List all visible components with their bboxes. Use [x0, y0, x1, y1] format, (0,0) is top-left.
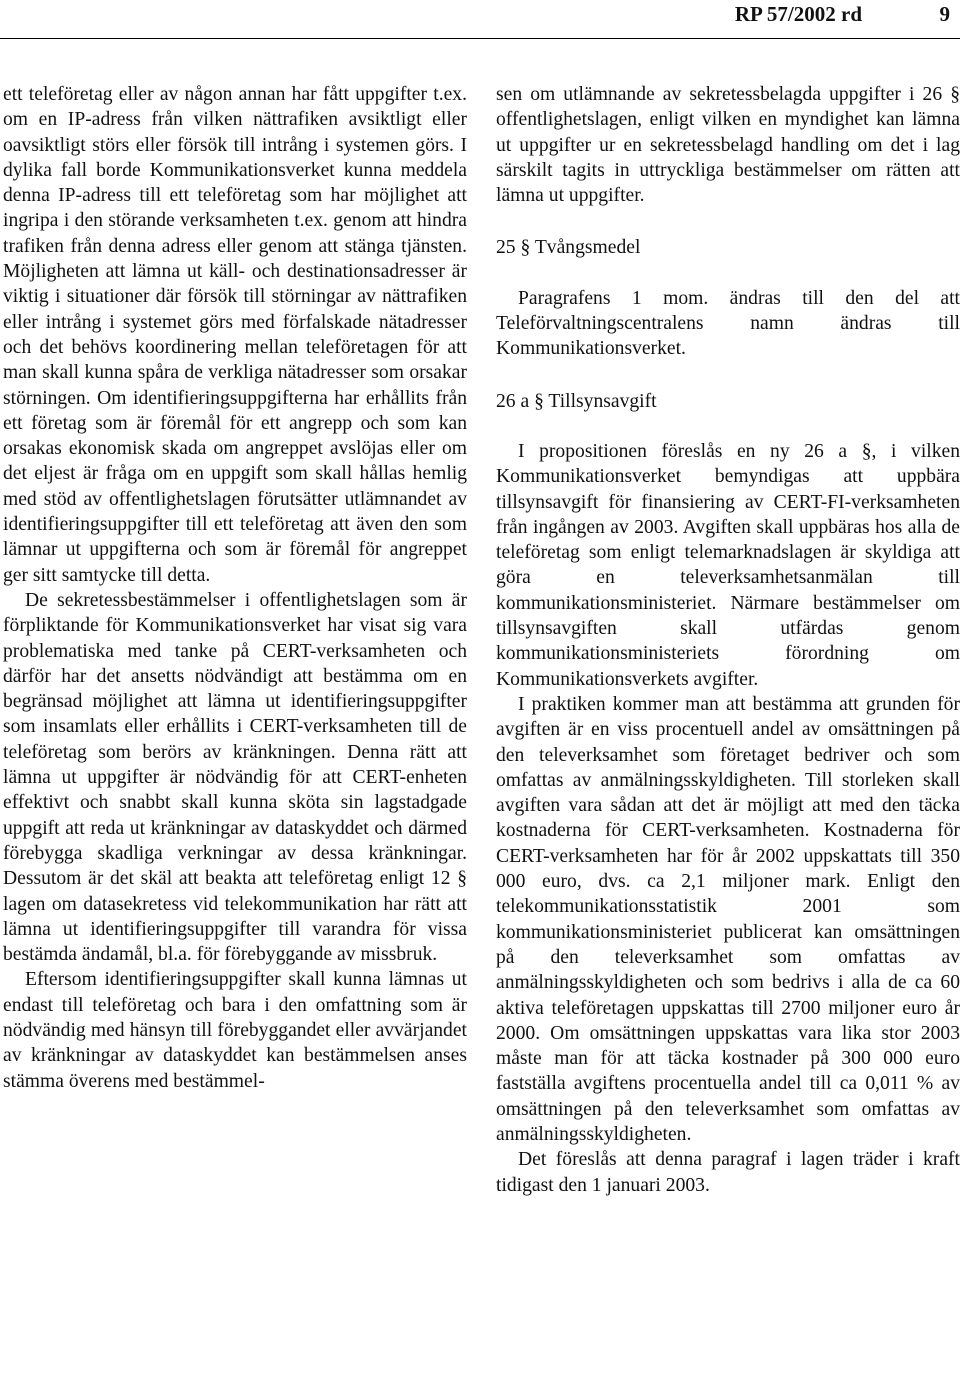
document-id: RP 57/2002 rd: [734, 2, 862, 26]
paragraph: I propositionen föreslås en ny 26 a §, i vilken Kommunikationsverket bemyndigas att uppbära tillsynsavgift för finansiering av CERT-FI-verksamheten från ingången av 2003. Avgiften skall uppbäras hos alla de teleföretag som enligt telemarknadslagen är skyldiga att göra en televerksamhetsanmälan till kommunikationsministeriet. Närmare bestämmelser om tillsynsavgiften skall utfärdas genom kommunikationsministeriets förordning om Kommunikationsverkets avgifter.: [496, 440, 960, 690]
paragraph: Det föreslås att denna paragraf i lagen träder i kraft tidigast den 1 januari 2003.: [496, 1149, 960, 1196]
section-heading-26a: 26 a § Tillsynsavgift: [496, 390, 657, 412]
paragraph: De sekretessbestämmelser i offentlighetslagen som är förpliktande för Kommunikationsverket har visat sig vara problematiska med tanke på CERT-verksamheten och därför har det ansetts nödvändigt att bestämma om en begränsad möjlighet att lämna ut identifieringsuppgifter som insamlats eller erhållits i CERT-verksamheten till de teleföretag som berörs av kränkningen. Denna rätt att lämna ut uppgifter är nödvändig för att CERT-enheten effektivt och snabbt skall kunna sköta sin lagstadgade uppgift att reda ut kränkningar av dataskyddet och därmed förebygga skadliga verkningar av dessa kränkningar. Dessutom är det skäl att beakta att teleföretag enligt 12 § lagen om datasekretess vid telekommunikation har rätt att lämna ut identifieringsuppgifter till varandra för vissa bestämda ändamål, bl.a. för förebyggande av missbruk.: [3, 589, 467, 966]
left-column: [3, 82, 467, 1094]
paragraph: I praktiken kommer man att bestämma att grunden för avgiften är en viss procentuell andel av omsättningen på den televerksamhet som företaget bedriver och som omfattas av anmälningsskyldigheten. Till storleken skall avgiften vara sådan att det är möjligt att med den täcka kostnaderna för CERT-verksamheten. Kostnaderna för CERT-verksamheten har för år 2002 uppskattats till 350 000 euro, dvs. ca 2,1 miljoner mark. Enligt den telekommunikationsstatistik 2001 som kommunikationsministeriet publicerat kan omsättningen på den televerksamhet som omfattas av anmälningsskyldigheten och som bedrivs i alla de ca 60 aktiva teleföretagen uppskattas till 2700 miljoner euro år 2000. Om omsättningen uppskattas vara lika stor 2003 måste man för att täcka kostnader på 300 000 euro fastställa avgiftens procentuella andel till ca 0,011 % av omsättningen på den televerksamhet som omfattas av anmälningsskyldigheten.: [496, 693, 960, 1145]
paragraph: Eftersom identifieringsuppgifter skall kunna lämnas ut endast till teleföretag och bara i den omfattning som är nödvändig med hänsyn till förebyggandet eller avvärjandet av kränkningar av dataskyddet kan bestämmelsen anses stämma överens med bestämmel-: [3, 969, 467, 1092]
paragraph: ett teleföretag eller av någon annan har fått uppgifter t.ex. om en IP-adress från vilken nättrafiken avsiktligt eller oavsiktligt störs eller försök till intrång i systemen görs. I dylika fall borde Kommunikationsverket kunna meddela denna IP-adress till ett teleföretag som har möjlighet att ingripa i den störande verksamheten t.ex. genom att hindra trafiken från denna adress eller genom att stänga tjänsten. Möjligheten att lämna ut käll- och destinationsadresser är viktig i situationer där försök till störningar av nättrafiken eller intrång i systemet görs med förfalskade nätadresser och det behövs koordinering mellan teleföretagen för att man skall kunna spåra de verkliga nätadresser som orsakar störningen. Om identifieringsuppgifterna har erhållits från ett företag som är föremål för ett angrepp och som kan orsakas ekonomisk skada om angreppet avslöjas eller om det eljest är fråga om en uppgift som skall hållas hemlig med stöd av offentlighetslagen förutsätter utlämnandet av identifieringsuppgifter till ett teleföretag att även den som lämnar ut uppgifterna och som är föremål för angreppet ger sitt samtycke till detta.: [3, 84, 467, 586]
right-column: [496, 82, 960, 1198]
section-heading-25: 25 § Tvångsmedel: [496, 237, 641, 259]
header-rule: [0, 38, 960, 39]
paragraph: Paragrafens 1 mom. ändras till den del att Teleförvaltningscentralens namn ändras till Kommunikationsverket.: [496, 287, 960, 360]
page-number: 9: [939, 2, 950, 26]
paragraph: sen om utlämnande av sekretessbelagda uppgifter i 26 § offentlighetslagen, enligt vilken en myndighet kan lämna ut uppgifter ur en sekretessbelagd handling om det i lag särskilt tagits in uttryckliga bestämmelser om rätten att lämna ut uppgifter.: [496, 84, 960, 207]
